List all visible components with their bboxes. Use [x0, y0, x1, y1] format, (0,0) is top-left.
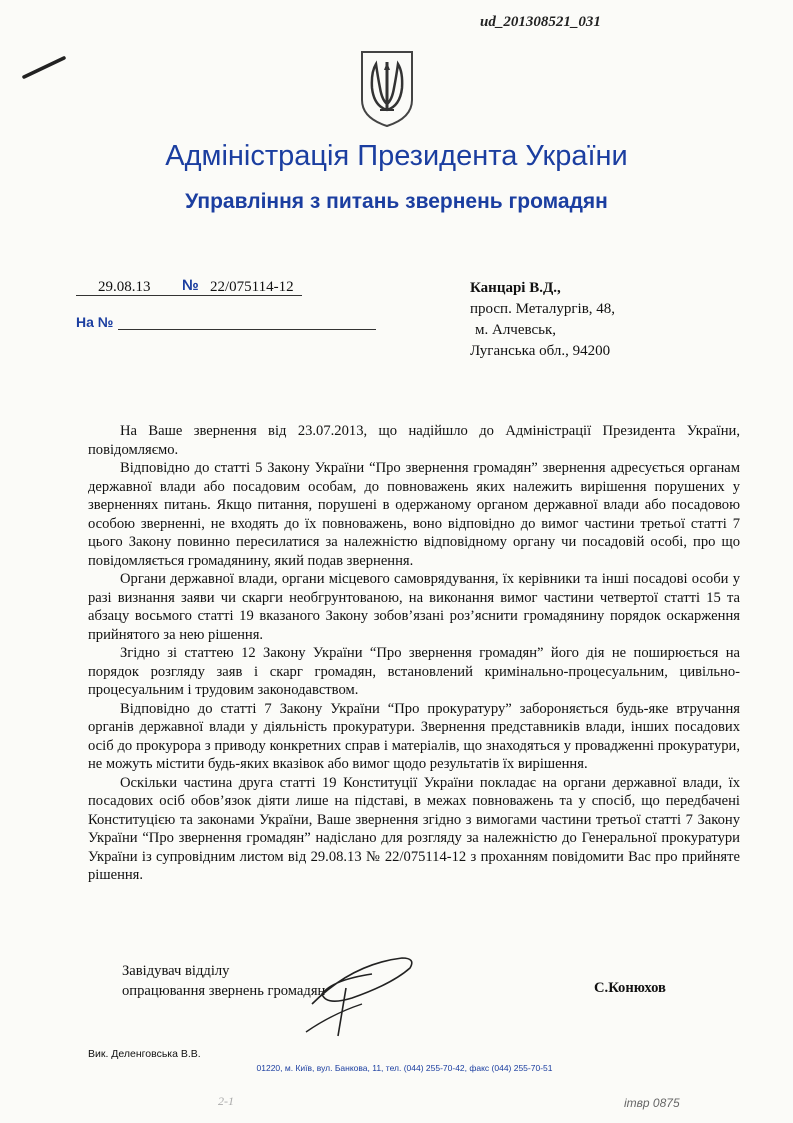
- number-label: №: [182, 277, 199, 294]
- date-number-underline: [76, 295, 302, 296]
- addressee-name: Канцарі В.Д.,: [470, 280, 561, 296]
- footer-address: 01220, м. Київ, вул. Банкова, 11, тел. (044) 255-70-42, факс (044) 255-70-51: [256, 1063, 553, 1073]
- pen-mark-icon: [20, 52, 70, 82]
- signer-name: С.Конюхов: [594, 980, 666, 996]
- reference-line: [76, 314, 306, 332]
- outgoing-number: 22/075114-12: [210, 279, 294, 295]
- executor-name: Вик. Деленговська В.В.: [88, 1048, 201, 1060]
- trident-emblem-icon: [358, 48, 416, 130]
- reference-underline: [118, 329, 376, 330]
- body-paragraph: Згідно зі статтею 12 Закону України “Про звернення громадян” його дія не поширюється на порядок розгляду заяв і скарг громадян, встановлений кримінально-процесуальним, цивільно-процесуальним і трудовим законодавством.: [88, 645, 740, 698]
- handwritten-signature-icon: [292, 944, 422, 1040]
- addressee-block: [470, 278, 615, 362]
- registry-stamp-right: ітвр 0875: [624, 1096, 680, 1110]
- addressee-city: м. Алчевськ,: [475, 322, 557, 338]
- body-paragraph: На Ваше звернення від 23.07.2013, що надійшло до Адміністрації Президента України, повідомляємо.: [88, 423, 740, 458]
- signer-position-line2: опрацювання звернень громадян: [122, 983, 326, 999]
- body-paragraph: Органи державної влади, органи місцевого самоврядування, їх керівники та інші посадові особи у разі визнання заяви чи скарги необгрунтованою, на виконання вимог частини четвертої статті 15 та абзацу восьмого статті 19 вказаного Закону зобов’язані роз’яснити громадянину порядок оскарження прийнятого за нею рішення.: [88, 571, 740, 643]
- organization-title: Адміністрація Президента України: [165, 140, 628, 172]
- reference-label: На №: [76, 314, 114, 330]
- body-paragraph: Оскільки частина друга статті 19 Конституції України покладає на органи державної влади, їх посадових осіб обов’язок діяти лише на підставі, в межах повноважень та у спосіб, що передбачені Конституцією та законами України, Ваше звернення згідно з вимогами частини третьої статті 7 Закону України “Про звернення громадян” надіслано для розгляду за належністю до Генеральної прокуратури України із супровідним листом від 29.08.13 № 22/075114-12 з проханням повідомити Вас про прийняте рішення.: [88, 774, 740, 883]
- department-title: Управління з питань звернень громадян: [185, 190, 608, 213]
- outgoing-date-number: [76, 279, 306, 297]
- addressee-region: Луганська обл., 94200: [470, 343, 611, 359]
- outgoing-date: 29.08.13: [98, 279, 151, 295]
- registry-stamp-left: 2-1: [218, 1094, 234, 1108]
- letter-body: [88, 422, 740, 885]
- document-id: ud_201308521_031: [480, 14, 601, 30]
- signer-position-line1: Завідувач відділу: [122, 963, 230, 979]
- body-paragraph: Відповідно до статті 7 Закону України “Про прокуратуру” забороняється будь-яке втручання органів державної влади у діяльність прокуратури. Звернення представників влади, інших посадових осіб до прокурора з приводу конкретних справ і матеріалів, що знаходяться у провадженні прокуратури, не можуть містити будь-яких вказівок або вимог щодо результатів їх вирішення.: [88, 700, 740, 772]
- addressee-street: просп. Металургів, 48,: [470, 301, 616, 317]
- body-paragraph: Відповідно до статті 5 Закону України “Про звернення громадян” звернення адресується органам державної влади або посадовим особам, до повноважень яких належить вирішення порушених у зверненнях питань. Якщо питання, порушені в одержаному органом державної влади або посадовою особою зверненні, не входять до їх повноважень, воно відповідно до вимог частини третьої статті 7 цього Закону повинно пересилатися за належністю відповідному органу чи посадовій особі, про що повідомляється громадянину, який подав звернення.: [88, 460, 740, 569]
